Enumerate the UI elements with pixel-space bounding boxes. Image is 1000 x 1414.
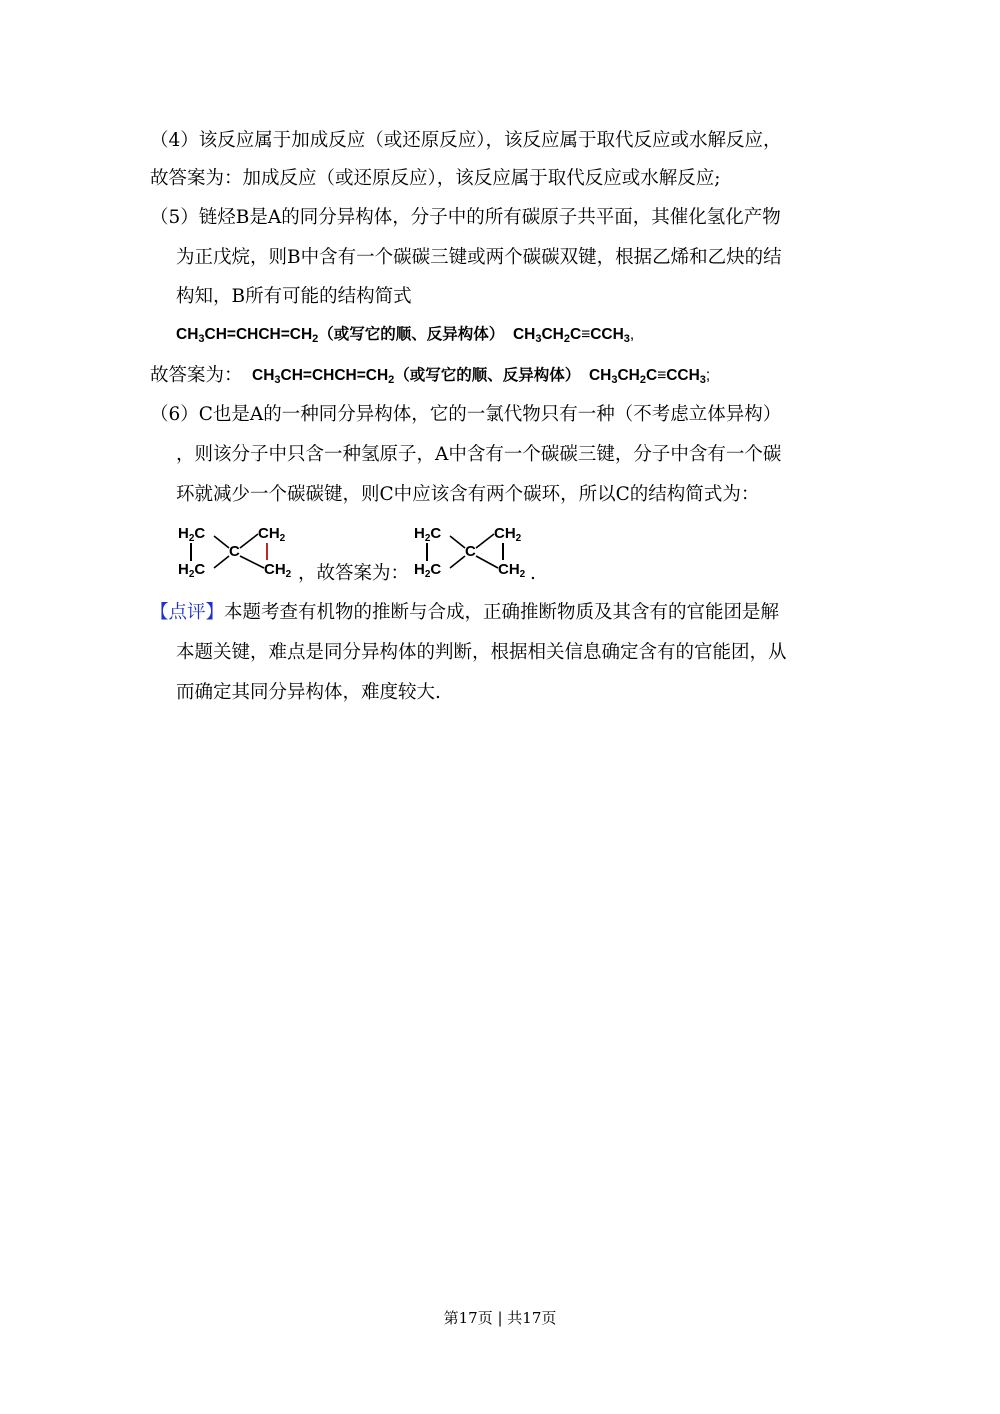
h2c-label-bottom: $H_2C$ xyxy=(178,561,206,580)
spiro-structure-1 xyxy=(176,522,296,582)
paragraph-line: 为正戊烷，则B中含有一个碳碳三键或两个碳碳双键，根据乙烯和乙炔的结 xyxy=(176,247,782,268)
paragraph-line: 构知，B所有可能的结构简式 xyxy=(176,286,412,307)
center-carbon: C xyxy=(465,543,476,560)
comment-tag: 【点评】 xyxy=(150,602,225,623)
h2c-label-top: $H_2C$ xyxy=(414,525,442,544)
paragraph-line: 而确定其同分异构体，难度较大. xyxy=(176,682,441,703)
paragraph-line: 故答案为：加成反应（或还原反应），该反应属于取代反应或水解反应; xyxy=(150,168,721,189)
page-footer: 第17页 | 共17页 xyxy=(443,1309,557,1327)
h2c-label-top: $H_2C$ xyxy=(178,525,206,544)
formula-line: $CH_3CH=CHCH=CH_2$（或写它的顺、反异构体） $CH_3CH_2C\equiv CCH_3$, xyxy=(176,326,635,345)
ch2-label-top: $CH_2$ xyxy=(494,525,522,544)
answer-prefix: 故答案为： xyxy=(150,365,243,386)
h2c-label-bottom: $H_2C$ xyxy=(414,561,442,580)
answer-end: . xyxy=(530,563,536,584)
paragraph-line: ，则该分子中只含一种氢原子，A中含有一个碳碳三键，分子中含有一个碳 xyxy=(176,444,782,465)
paragraph-line: 本题关键，难点是同分异构体的判断，根据相关信息确定含有的官能团，从 xyxy=(176,642,787,663)
spiro-structure-2 xyxy=(412,522,532,582)
paragraph-line: 环就减少一个碳碳键，则C中应该含有两个碳环，所以C的结构简式为： xyxy=(176,484,760,505)
formula-line: $CH_3CH=CHCH=CH_2$（或写它的顺、反异构体） $CH_3CH_2C\equiv CCH_3$; xyxy=(252,367,711,386)
comment-line: 【点评】本题考查有机物的推断与合成，正确推断物质及其含有的官能团是解 xyxy=(150,602,780,623)
paragraph-line: （4）该反应属于加成反应（或还原反应），该反应属于取代反应或水解反应， xyxy=(150,130,782,151)
paragraph-line: （6）C也是A的一种同分异构体，它的一氯代物只有一种（不考虑立体异构） xyxy=(150,404,782,425)
ch2-label-bottom: $CH_2$ xyxy=(498,561,526,580)
ch2-label-bottom: $CH_2$ xyxy=(264,561,292,580)
center-carbon: C xyxy=(229,543,240,560)
answer-mid: ，故答案为： xyxy=(298,563,410,584)
paragraph-line: （5）链烃B是A的同分异构体，分子中的所有碳原子共平面，其催化氢化产物 xyxy=(150,207,781,228)
ch2-label-top: $CH_2$ xyxy=(258,525,286,544)
